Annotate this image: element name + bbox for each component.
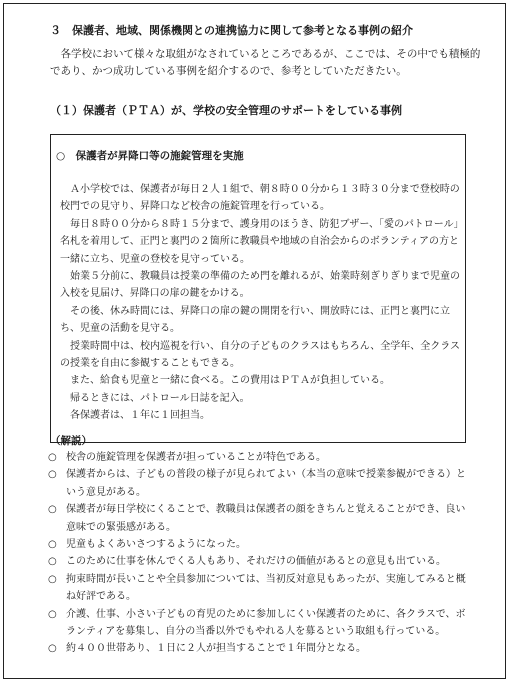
bullet-circle-icon: ○ [48,608,57,620]
bullet-circle-icon: ○ [48,539,57,551]
case-paragraph: その後、休み時間には、昇降口の扉の鍵の開閉を行い、開放時には、正門と裏門に立ち、児童の活動を見守る。 [60,305,450,335]
explanation-item: ○ 介護、仕事、小さい子どもの育児のために参加しにくい保護者のために、各クラスで、ボランティアを募集し、自分の当番以外でもやれる人を募るという取組も行っている。 [48,606,472,641]
explanation-item: ○ 保護者が毎日学校にくることで、教職員は保護者の顔をきちんと覚えることができ、良い意味での緊張感がある。 [48,501,472,536]
bullet-circle-icon: ○ [48,469,57,481]
explanation-title: （解説） [50,435,92,447]
explanation-item: ○ 保護者からは、子どもの普段の様子が見られてよい（本当の意味で授業参観ができる）という意見がある。 [48,466,472,501]
explanation-item: ○ このために仕事を休んでくる人もあり、それだけの価値があるとの意見も出ている。 [48,553,472,570]
bullet-circle-icon: ○ [48,556,57,568]
bullet-circle-icon: ○ [48,643,57,655]
case-paragraph: Ａ小学校では、保護者が毎日２人１組で、朝８時００分から１３時３０分まで登校時の校門での見守り、昇降口など校舎の施錠管理を行っている。 [60,184,460,213]
case-paragraph: 帰るときには、パトロール日誌を記入。 [70,392,250,404]
explanation-item: ○ 校舎の施錠管理を保護者が担っていることが特色である。 [48,449,472,466]
section-heading: ３ 保護者、地域、関係機関との連携協力に関して参考となる事例の紹介 [50,24,413,37]
case-paragraph: また、給食も児童と一緒に食べる。この費用はＰＴＡが負担している。 [70,375,390,387]
bullet-circle-icon: ○ [48,452,57,463]
case-paragraph: 毎日８時００分から８時１５分まで、護身用のほうき、防犯ブザー、「愛のパトロール」名札を着用して、正門と裏門の２箇所に教職員や地域の自治会からのボランティアの方と一緒に立ち、児童の登校を見守っている。 [60,218,459,265]
intro-paragraph: 各学校において様々な取組がなされているところであるが、ここでは、その中でも積極的であり、かつ成功している事例を紹介するので、参考としていただきたい。 [50,48,481,77]
case-body [60,181,460,425]
explanation-list [48,449,472,658]
case-paragraph: 各保護者は、１年に１回担当。 [70,410,210,422]
explanation-item: ○ 約４００世帯あり、１日に２人が担当することで１年間分となる。 [48,640,472,657]
case-subheading: （１）保護者（ＰＴＡ）が、学校の安全管理のサポートをしている事例 [50,104,402,117]
bullet-circle-icon: ○ [48,504,57,516]
explanation-item: ○ 児童もよくあいさつするようになった。 [48,536,472,553]
case-paragraph: 始業５分前に、教職員は授業の準備のため門を離れるが、始業時刻ぎりぎりまで児童の入校を見届け、昇降口の扉の鍵をかける。 [60,271,460,300]
case-paragraph: 授業時間中は、校内巡視を行い、自分の子どものクラスはもちろん、全学年、全クラスの授業を自由に参観することもできる。 [60,340,460,370]
bullet-circle-icon: ○ [48,573,57,585]
explanation-item: ○ 拘束時間が長いことや全員参加については、当初反対意見もあったが、実施してみると概ね好評である。 [48,571,472,606]
case-title: ○ 保護者が昇降口等の施錠管理を実施 [56,150,244,162]
